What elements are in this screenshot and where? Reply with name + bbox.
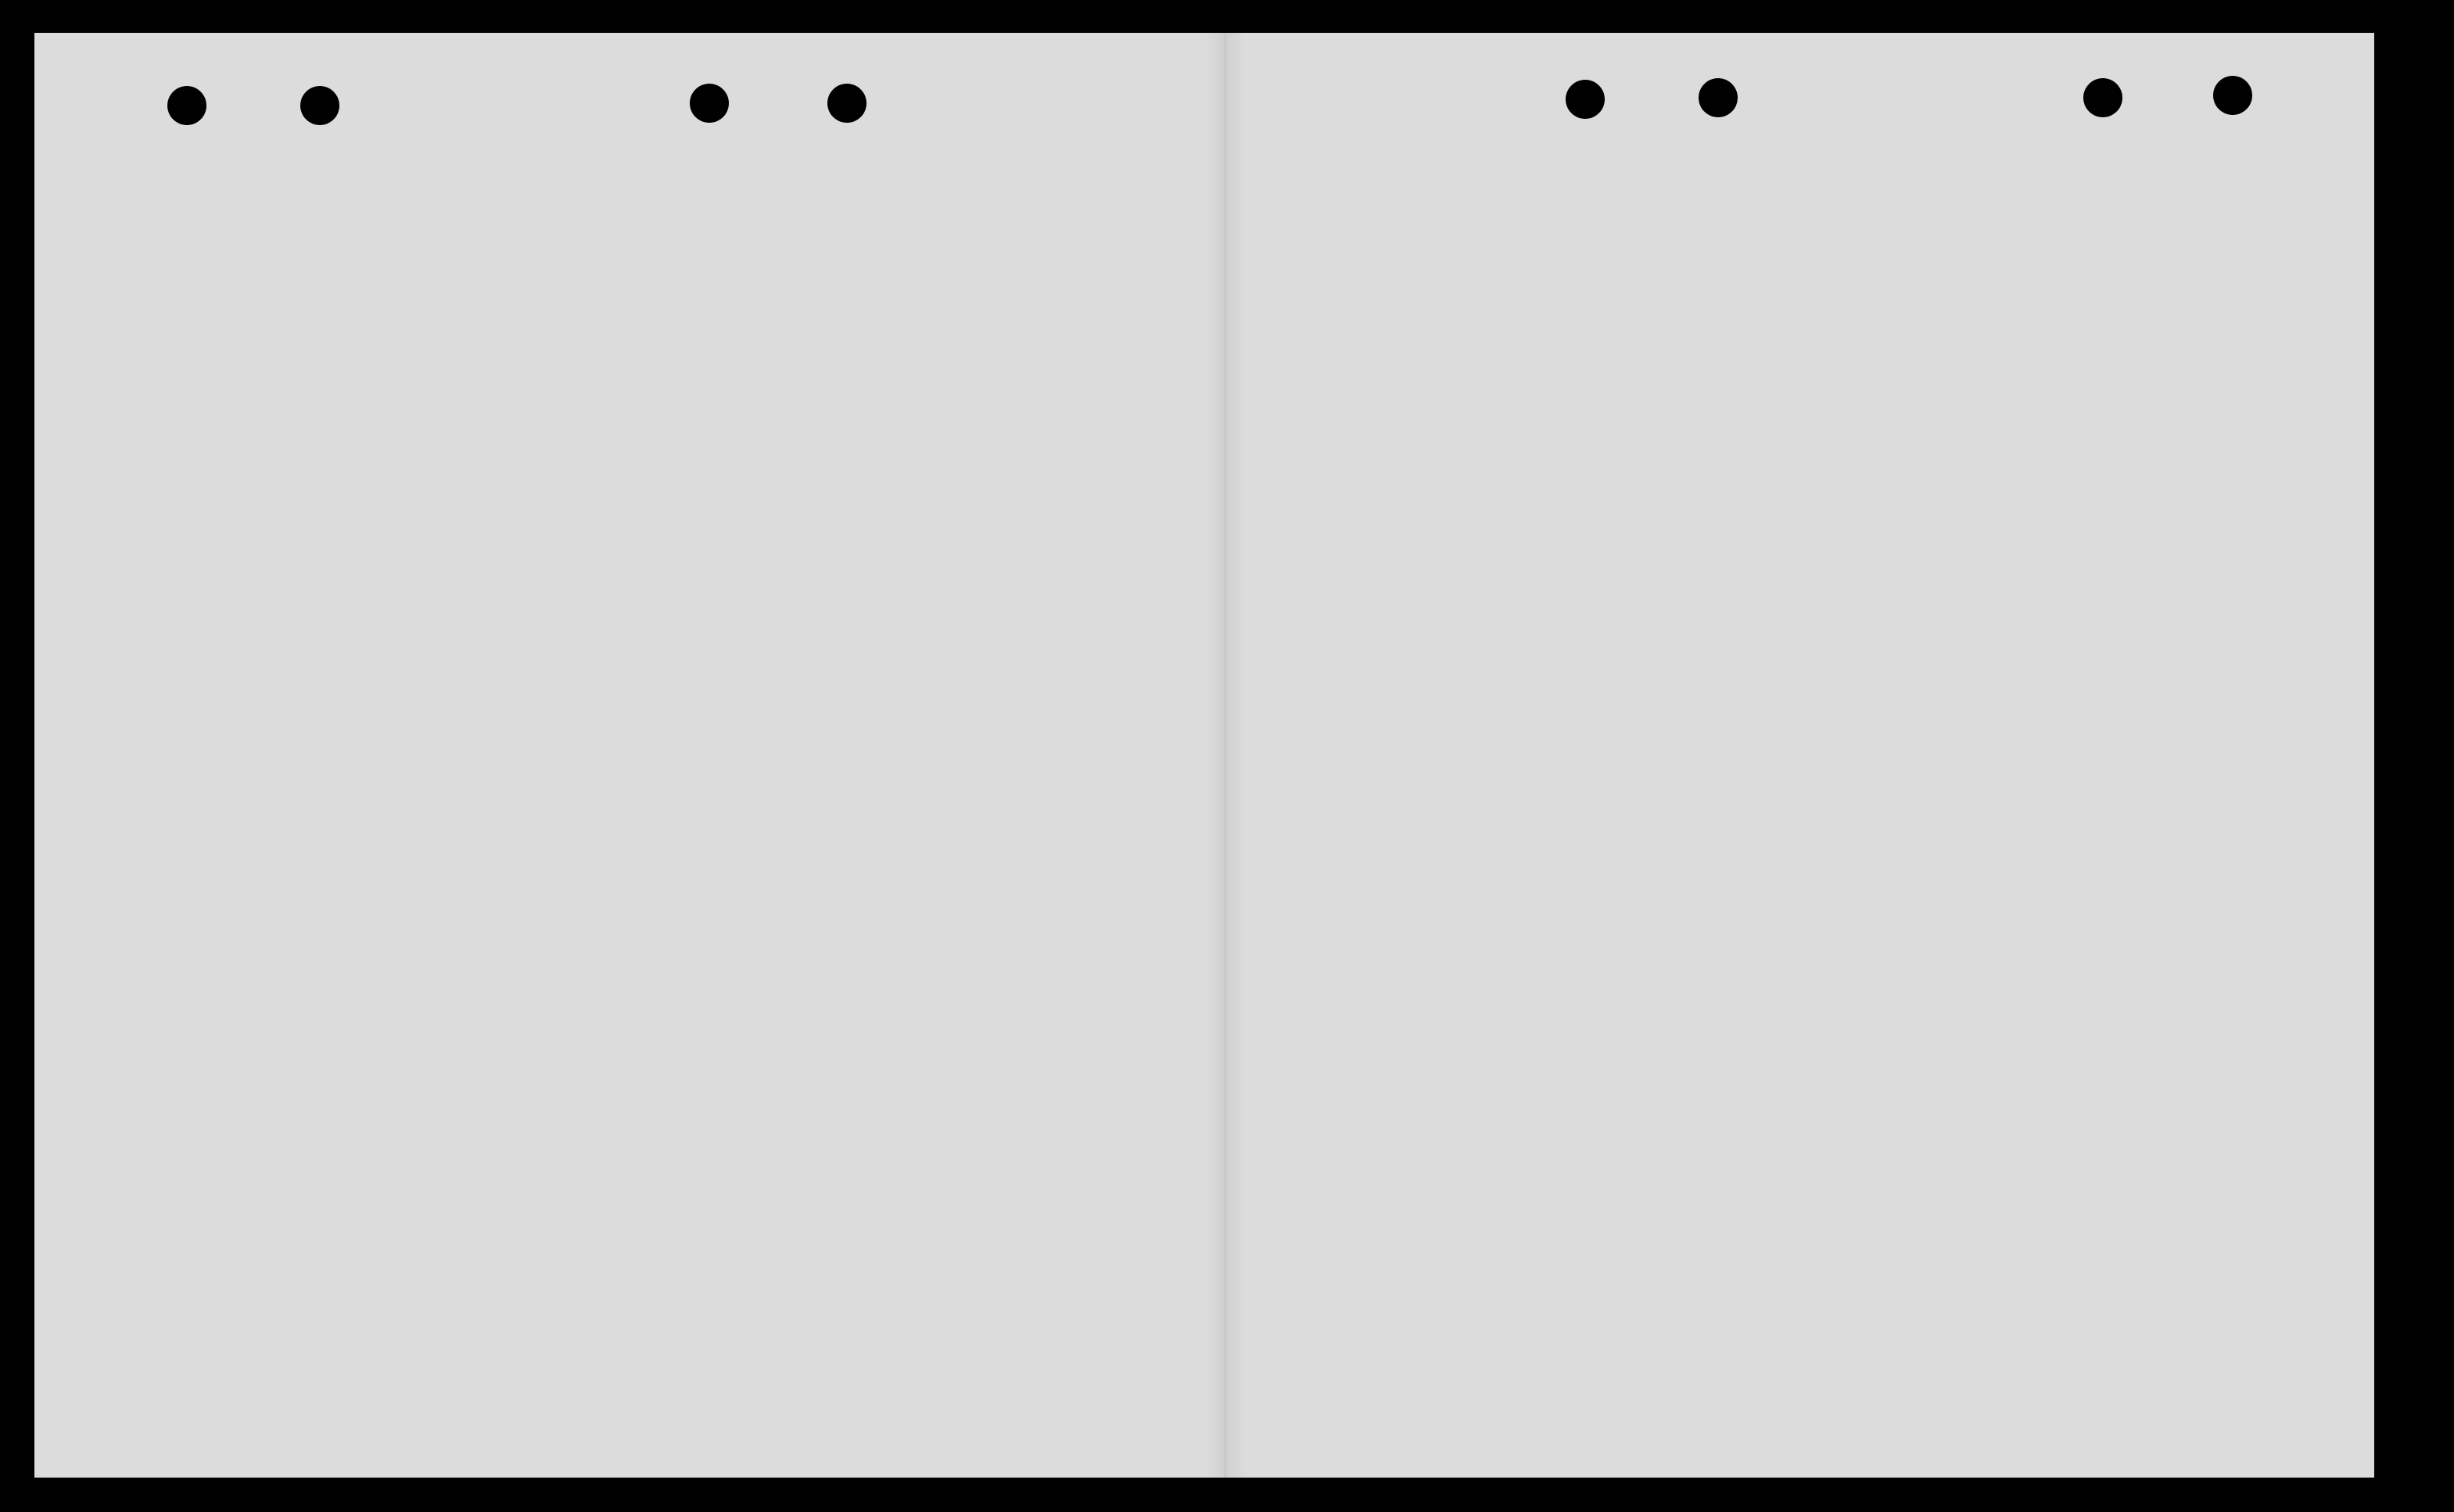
document-sheet [34, 33, 2374, 1478]
punch-hole [1699, 78, 1738, 117]
punch-hole [690, 84, 729, 123]
page-fold [1206, 33, 1245, 1478]
punch-hole [2083, 78, 2122, 117]
punch-hole [1566, 80, 1605, 119]
punch-hole [827, 84, 866, 123]
punch-hole [167, 86, 206, 125]
punch-hole [300, 86, 339, 125]
punch-hole [2213, 76, 2252, 115]
